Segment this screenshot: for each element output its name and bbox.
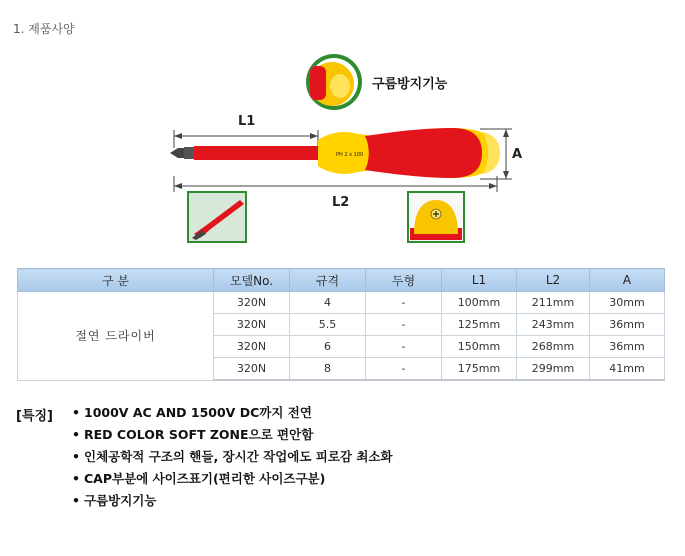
header-a: A (590, 269, 665, 292)
feature-item (72, 449, 472, 471)
callout-label: 구름방지기능 (372, 77, 448, 92)
a-cell: 41mm (590, 358, 665, 381)
cap-detail-thumbnail (408, 192, 464, 242)
l2-cell: 268mm (517, 336, 590, 358)
model-cell: 320N (214, 336, 290, 358)
table-header-row (18, 269, 665, 292)
spec-cell: 6 (290, 336, 366, 358)
spec-cell: 8 (290, 358, 366, 381)
callout-circle (306, 54, 362, 110)
dim-a-label: A (512, 147, 523, 162)
feature-text: CAP부분에 사이즈표기(편리한 사이즈구분) (84, 471, 326, 486)
features-tag: [특징] (16, 409, 53, 424)
l1-cell: 175mm (442, 358, 517, 381)
head-type-cell: - (366, 314, 442, 336)
head-type-cell: - (366, 336, 442, 358)
feature-item (72, 405, 472, 427)
feature-item (72, 493, 472, 515)
dim-l2-label: L2 (332, 195, 350, 210)
handle-text: PH 2 x 100 (336, 152, 364, 158)
product-figure (160, 52, 530, 247)
feature-text: 1000V AC AND 1500V DC까지 전연 (84, 405, 312, 420)
l1-cell: 125mm (442, 314, 517, 336)
l2-cell: 299mm (517, 358, 590, 381)
header-category: 구 분 (18, 269, 214, 292)
section-title: 1. 제품사양 (13, 22, 75, 36)
model-cell: 320N (214, 314, 290, 336)
l2-cell: 243mm (517, 314, 590, 336)
header-l2: L2 (517, 269, 590, 292)
l2-cell: 211mm (517, 292, 590, 314)
a-cell: 36mm (590, 336, 665, 358)
bullet-icon: • (72, 449, 80, 464)
dim-l1-label: L1 (238, 114, 256, 129)
feature-item (72, 427, 472, 449)
bullet-icon: • (72, 427, 80, 442)
head-type-cell: - (366, 292, 442, 314)
model-cell: 320N (214, 292, 290, 314)
spec-cell: 4 (290, 292, 366, 314)
head-type-cell: - (366, 358, 442, 381)
table-row (18, 292, 665, 314)
l1-cell: 150mm (442, 336, 517, 358)
a-cell: 30mm (590, 292, 665, 314)
header-model: 모델No. (214, 269, 290, 292)
bullet-icon: • (72, 493, 80, 508)
l1-cell: 100mm (442, 292, 517, 314)
model-cell: 320N (214, 358, 290, 381)
tip-detail-thumbnail (188, 192, 246, 242)
feature-item (72, 471, 472, 493)
feature-text: RED COLOR SOFT ZONE으로 편안함 (84, 427, 314, 442)
category-cell: 절연 드라이버 (18, 292, 214, 381)
spec-cell: 5.5 (290, 314, 366, 336)
bullet-icon: • (72, 405, 80, 420)
header-spec: 규격 (290, 269, 366, 292)
bullet-icon: • (72, 471, 80, 486)
feature-text: 구름방지기능 (84, 493, 157, 508)
spec-table (17, 268, 665, 381)
feature-text: 인체공학적 구조의 핸들, 장시간 작업에도 피로감 최소화 (84, 449, 393, 464)
features-list (72, 405, 472, 515)
a-cell: 36mm (590, 314, 665, 336)
header-l1: L1 (442, 269, 517, 292)
header-head-type: 두형 (366, 269, 442, 292)
